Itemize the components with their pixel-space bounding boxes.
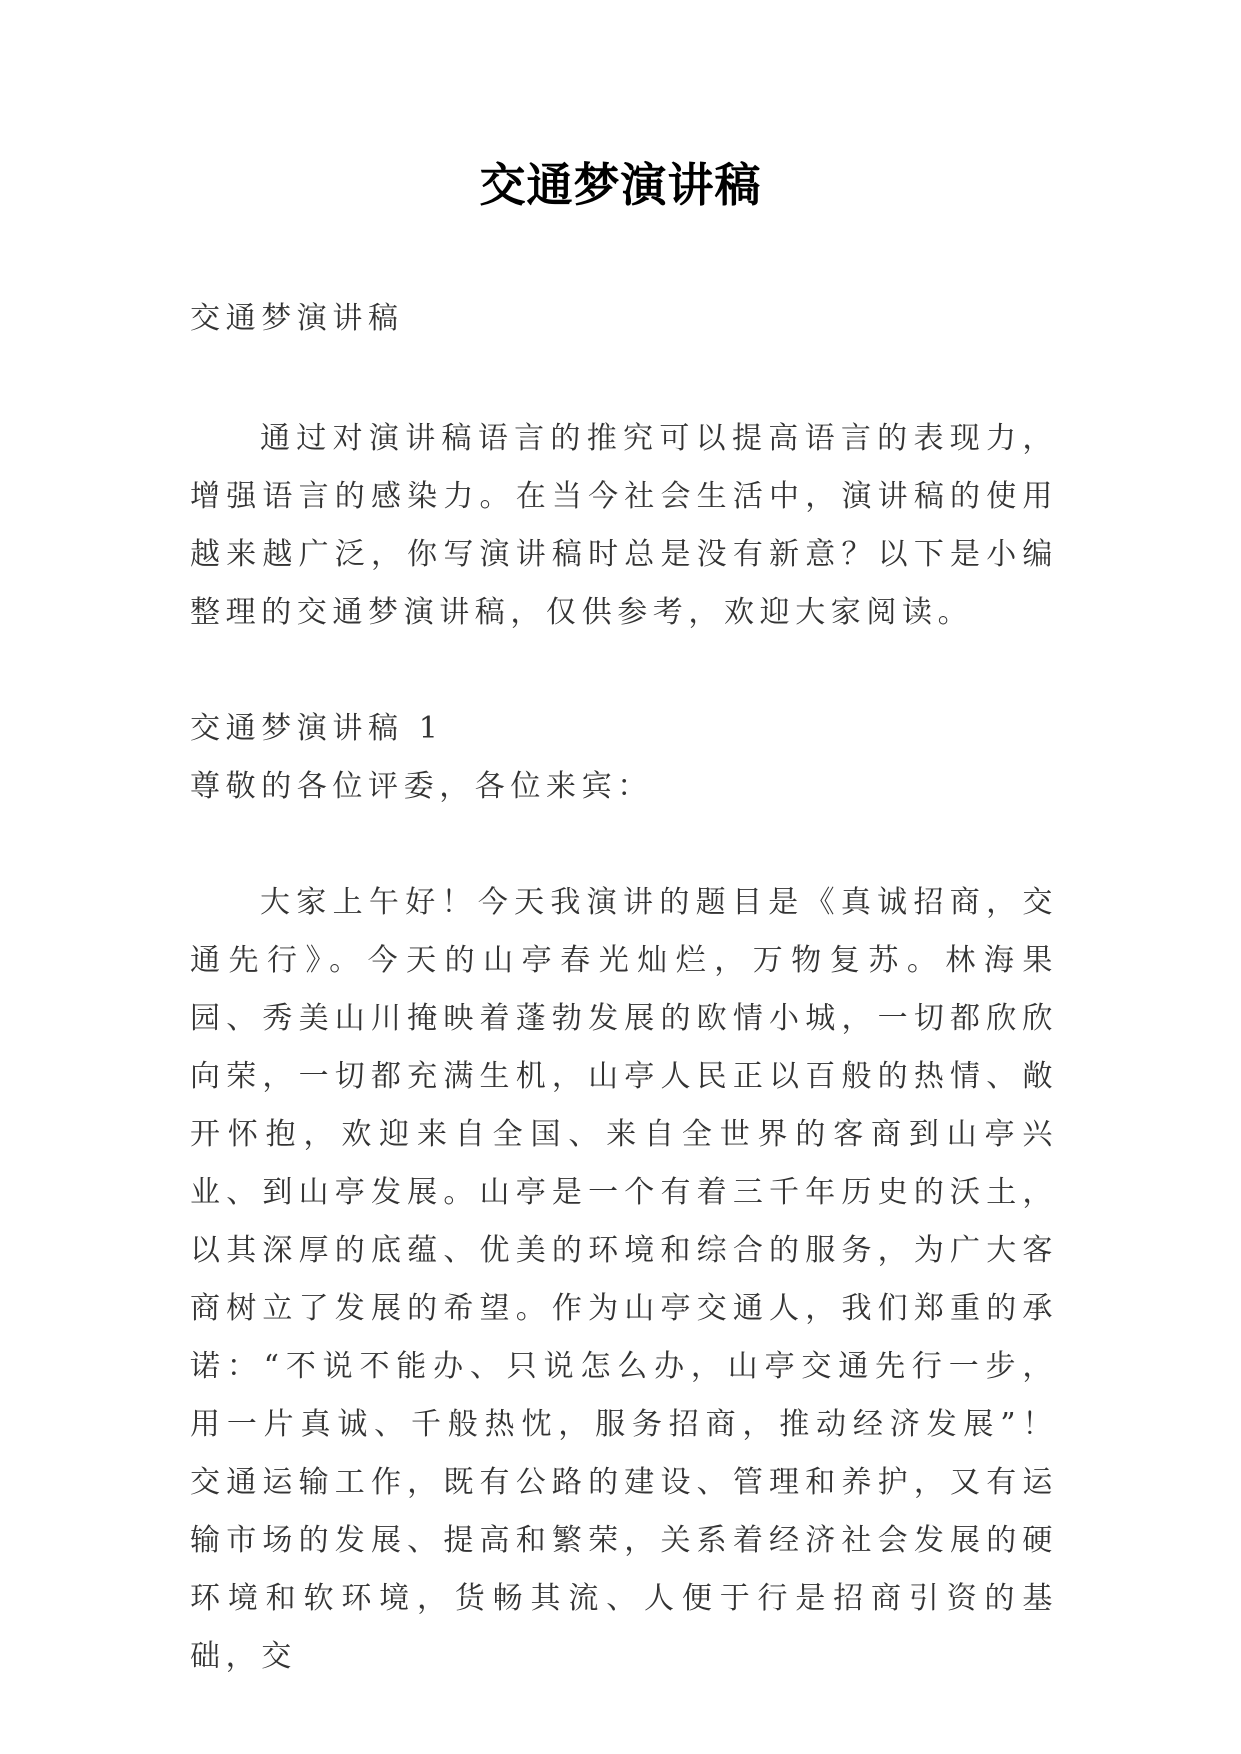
- document-subtitle: 交通梦演讲稿: [190, 301, 404, 336]
- document-title: 交通梦演讲稿: [479, 158, 762, 212]
- intro-paragraph: 通过对演讲稿语言的推究可以提高语言的表现力，增强语言的感染力。在当今社会生活中，演讲稿的使用越来越广泛，你写演讲稿时总是没有新意？以下是小编整理的交通梦演讲稿，仅供参考，欢迎大家阅读。: [190, 421, 1058, 630]
- speech-paragraph: 大家上午好！今天我演讲的题目是《真诚招商，交通先行》。今天的山亭春光灿烂，万物复苏。林海果园、秀美山川掩映着蓬勃发展的欧情小城，一切都欣欣向荣，一切都充满生机，山亭人民正以百般的热情、敞开怀抱，欢迎来自全国、来自全世界的客商到山亭兴业、到山亭发展。山亭是一个有着三千年历史的沃土，以其深厚的底蕴、优美的环境和综合的服务，为广大客商树立了发展的希望。作为山亭交通人，我们郑重的承诺：“不说不能办、只说怎么办，山亭交通先行一步，用一片真诚、千般热忱，服务招商，推动经济发展”！交通运输工作，既有公路的建设、管理和养护，又有运输市场的发展、提高和繁荣，关系着经济社会发展的硬环境和软环境，货畅其流、人便于行是招商引资的基础，交: [190, 885, 1058, 1674]
- greeting-line: 尊敬的各位评委，各位来宾：: [190, 769, 653, 804]
- section-heading: 交通梦演讲稿 1: [190, 711, 444, 746]
